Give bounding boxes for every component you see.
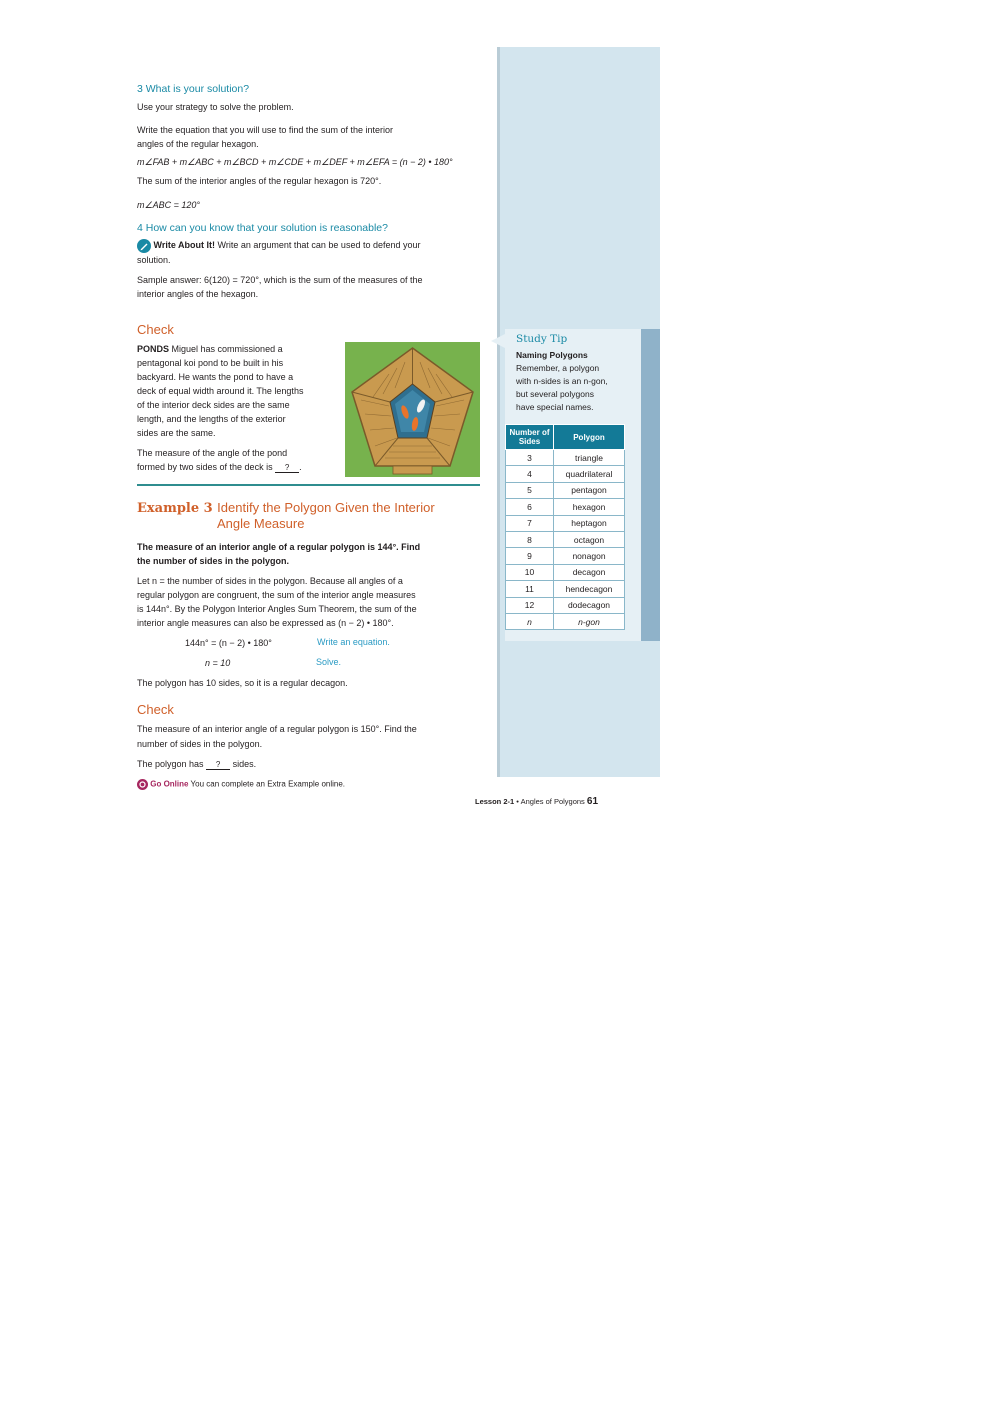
cell-polygon: heptagon — [554, 515, 625, 531]
go-online-line[interactable] — [137, 779, 345, 790]
write-about-it-line — [137, 238, 421, 253]
step3-equation-intro-2: angles of the regular hexagon. — [137, 139, 259, 149]
koi-pond-illustration — [345, 342, 480, 477]
answer-pre: The polygon has — [137, 759, 204, 769]
question-end: . — [299, 462, 302, 472]
check2-answer-line — [137, 757, 256, 771]
cell-sides: 11 — [506, 581, 554, 597]
ponds-label: PONDS — [137, 344, 170, 354]
check2-text-1: The measure of an interior angle of a regular polygon is 150°. Find the — [137, 724, 417, 734]
step3-heading: 3 What is your solution? — [137, 83, 250, 95]
study-tip-pointer — [491, 334, 505, 348]
cell-polygon: pentagon — [554, 482, 625, 498]
footer-title: Angles of Polygons — [520, 797, 585, 806]
tip-line-0: Remember, a polygon — [516, 363, 600, 373]
example3-conclusion: The polygon has 10 sides, so it is a regular decagon. — [137, 678, 348, 688]
table-row — [506, 482, 625, 498]
polygon-names-table — [505, 424, 625, 630]
cell-sides: 12 — [506, 597, 554, 613]
equation-2: n = 10 — [205, 658, 231, 668]
question-text: formed by two sides of the deck is — [137, 462, 273, 472]
tip-line-1: with n-sides is an n-gon, — [516, 376, 608, 386]
equation-1-note: Write an equation. — [317, 637, 390, 647]
cell-polygon: hexagon — [554, 499, 625, 515]
problem-line-5: length, and the lengths of the exterior — [137, 414, 286, 424]
footer-lesson: Lesson 2-1 — [475, 797, 515, 806]
step3-answer: m∠ABC = 120° — [137, 200, 200, 210]
equation-2-note: Solve. — [316, 657, 342, 667]
write-about-it-text-2: solution. — [137, 255, 171, 265]
cell-sides: 4 — [506, 466, 554, 482]
cell-sides: 7 — [506, 515, 554, 531]
cell-sides: 10 — [506, 564, 554, 580]
example3-body — [137, 574, 417, 630]
table-row — [506, 564, 625, 580]
go-online-icon — [137, 779, 148, 790]
cell-sides: 6 — [506, 499, 554, 515]
cell-sides: 8 — [506, 531, 554, 547]
header-number-of-sides: Number of Sides — [506, 425, 554, 450]
footer-separator: • — [516, 797, 519, 806]
check2-heading: Check — [137, 702, 174, 717]
write-about-it-text: Write an argument that can be used to defend your — [217, 240, 421, 250]
page-footer — [475, 796, 598, 807]
step3-equation: m∠FAB + m∠ABC + m∠BCD + m∠CDE + m∠DEF + m∠EFA = (n − 2) • 180° — [137, 157, 453, 167]
body-line-1: regular polygon are congruent, the sum of the interior angle measures — [137, 590, 416, 600]
section-divider — [137, 484, 480, 486]
table-row — [506, 597, 625, 613]
cell-polygon: hendecagon — [554, 581, 625, 597]
example3-prompt-2: the number of sides in the polygon. — [137, 556, 290, 566]
equation-1: 144n° = (n − 2) • 180° — [185, 638, 272, 648]
table-header-row — [506, 425, 625, 450]
check1-heading: Check — [137, 322, 174, 337]
cell-polygon: nonagon — [554, 548, 625, 564]
problem-line-6: sides are the same. — [137, 428, 216, 438]
body-line-2: is 144n°. By the Polygon Interior Angles Sum Theorem, the sum of the — [137, 604, 417, 614]
step3-intro: Use your strategy to solve the problem. — [137, 102, 294, 112]
example3-prompt-1: The measure of an interior angle of a regular polygon is 144°. Find — [137, 542, 421, 552]
problem-line-4: of the interior deck sides are the same — [137, 400, 290, 410]
sample-answer-2: interior angles of the hexagon. — [137, 289, 259, 299]
cell-polygon: triangle — [554, 450, 625, 466]
header-polygon: Polygon — [554, 425, 625, 450]
cell-sides: 5 — [506, 482, 554, 498]
example-title-2: Angle Measure — [217, 516, 305, 531]
step3-sum-statement: The sum of the interior angles of the regular hexagon is 720°. — [137, 176, 382, 186]
table-row — [506, 499, 625, 515]
answer-blank[interactable]: ? — [206, 760, 230, 770]
answer-blank[interactable]: ? — [275, 463, 299, 473]
tip-line-3: have special names. — [516, 402, 594, 412]
table-row — [506, 548, 625, 564]
cell-polygon: dodecagon — [554, 597, 625, 613]
problem-line-0: Miguel has commissioned a — [171, 344, 283, 354]
problem-line-3: deck of equal width around it. The lengths — [137, 386, 304, 396]
problem-line-2: backyard. He wants the pond to have a — [137, 372, 294, 382]
cell-polygon: octagon — [554, 531, 625, 547]
tip-line-2: but several polygons — [516, 389, 594, 399]
problem-line-1: pentagonal koi pond to be built in his — [137, 358, 284, 368]
table-row — [506, 515, 625, 531]
cell-sides: n — [506, 613, 554, 629]
sample-answer-1: Sample answer: 6(120) = 720°, which is the sum of the measures of the — [137, 275, 423, 285]
table-row — [506, 613, 625, 629]
cell-polygon: decagon — [554, 564, 625, 580]
answer-post: sides. — [232, 759, 257, 769]
pencil-icon — [137, 239, 151, 253]
example-number: Example 3 — [137, 501, 213, 516]
table-row — [506, 531, 625, 547]
go-online-text: You can complete an Extra Example online. — [190, 779, 346, 789]
body-line-0: Let n = the number of sides in the polygon. Because all angles of a — [137, 576, 403, 586]
check2-text-2: number of sides in the polygon. — [137, 739, 263, 749]
cell-polygon: quadrilateral — [554, 466, 625, 482]
page-number: 61 — [586, 796, 599, 807]
check1-problem — [137, 342, 347, 440]
study-tip-text — [516, 362, 608, 414]
check1-question-1: The measure of the angle of the pond — [137, 448, 288, 458]
example-title-1: Identify the Polygon Given the Interior — [217, 500, 435, 515]
cell-polygon: n-gon — [554, 613, 625, 629]
study-tip-subheading: Naming Polygons — [516, 350, 588, 360]
cell-sides: 3 — [506, 450, 554, 466]
study-tip-strip — [641, 329, 660, 641]
table-row — [506, 450, 625, 466]
check1-question-2 — [137, 460, 302, 474]
write-about-it-label: Write About It! — [153, 240, 216, 250]
go-online-label[interactable]: Go Online — [150, 779, 189, 789]
table-row — [506, 466, 625, 482]
step3-equation-intro-1: Write the equation that you will use to find the sum of the interior — [137, 125, 393, 135]
step4-heading: 4 How can you know that your solution is reasonable? — [137, 222, 388, 234]
study-tip-heading: Study Tip — [516, 333, 568, 345]
cell-sides: 9 — [506, 548, 554, 564]
table-row — [506, 581, 625, 597]
body-line-3: interior angle measures can also be expressed as (n − 2) • 180°. — [137, 618, 394, 628]
sidebar-rule — [497, 47, 500, 777]
example3-title — [137, 499, 435, 517]
